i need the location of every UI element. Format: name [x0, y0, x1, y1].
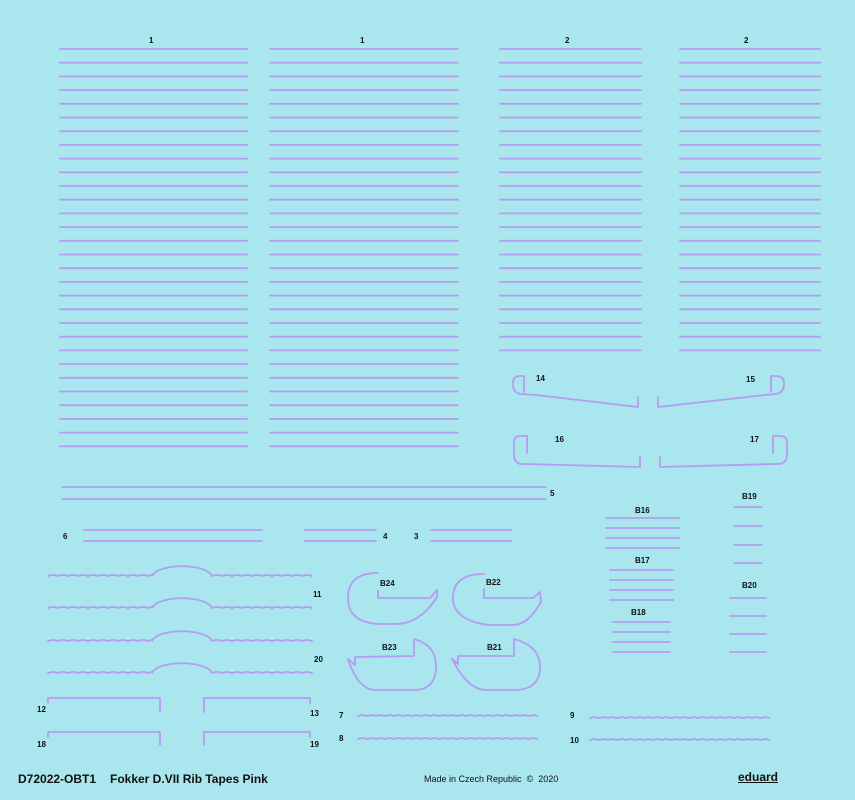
- part-label-5: 5: [550, 489, 555, 498]
- part-label-13: 13: [310, 709, 319, 718]
- part-label-b17: B17: [635, 556, 650, 565]
- product-code: D72022-OBT1: [18, 772, 97, 786]
- part-label-17: 17: [750, 435, 759, 444]
- wavy-tape-9: [590, 717, 769, 718]
- curved-tape-14: [513, 376, 638, 407]
- hump-tape-20: [48, 631, 312, 641]
- part-label-b21: B21: [487, 643, 502, 652]
- part-label-b19: B19: [742, 492, 757, 501]
- part-label-12: 12: [37, 705, 46, 714]
- part-label-b23: B23: [382, 643, 397, 652]
- wavy-tape-10: [590, 739, 769, 740]
- bracket-tape-13: [204, 698, 310, 712]
- part-label-11: 11: [313, 590, 322, 599]
- part-label-19: 19: [310, 740, 319, 749]
- sheet-title: Fokker D.VII Rib Tapes Pink: [110, 772, 268, 786]
- curved-tape-17: [660, 436, 787, 467]
- part-label-9: 9: [570, 711, 575, 720]
- part-label-3: 3: [414, 532, 419, 541]
- curved-tape-15: [658, 376, 784, 407]
- origin-line: [424, 775, 558, 784]
- bracket-tape-19: [204, 732, 310, 745]
- bracket-tape-12: [48, 698, 160, 712]
- part-label-4: 4: [383, 532, 388, 541]
- wavy-tape-7: [358, 715, 537, 716]
- part-label-7: 7: [339, 711, 344, 720]
- part-label-b20: B20: [742, 581, 757, 590]
- brand-logo: eduard: [738, 770, 779, 784]
- copyright-symbol: ©: [526, 774, 534, 784]
- part-label-10: 10: [570, 736, 579, 745]
- hump-tape-20: [48, 663, 312, 673]
- part-label-18: 18: [37, 740, 46, 749]
- made-in-text: Made in Czech Republic: [424, 774, 522, 784]
- part-label-1a: 1: [149, 36, 154, 45]
- part-label-16: 16: [555, 435, 564, 444]
- bracket-tape-18: [48, 732, 160, 745]
- part-label-8: 8: [339, 734, 344, 743]
- part-label-b24: B24: [380, 579, 395, 588]
- part-label-b22: B22: [486, 578, 501, 587]
- part-label-b18: B18: [631, 608, 646, 617]
- part-label-2a: 2: [565, 36, 570, 45]
- part-label-14: 14: [536, 374, 545, 383]
- part-label-20: 20: [314, 655, 323, 664]
- year-text: 2020: [538, 774, 559, 784]
- hump-tape-11: [48, 566, 312, 576]
- part-label-15: 15: [746, 375, 755, 384]
- wavy-tape-8: [358, 738, 537, 739]
- hump-tape-11: [48, 598, 312, 608]
- part-label-b16: B16: [635, 506, 650, 515]
- part-label-6: 6: [63, 532, 68, 541]
- part-label-1b: 1: [360, 36, 365, 45]
- part-label-2b: 2: [744, 36, 749, 45]
- curved-tape-16: [514, 436, 640, 467]
